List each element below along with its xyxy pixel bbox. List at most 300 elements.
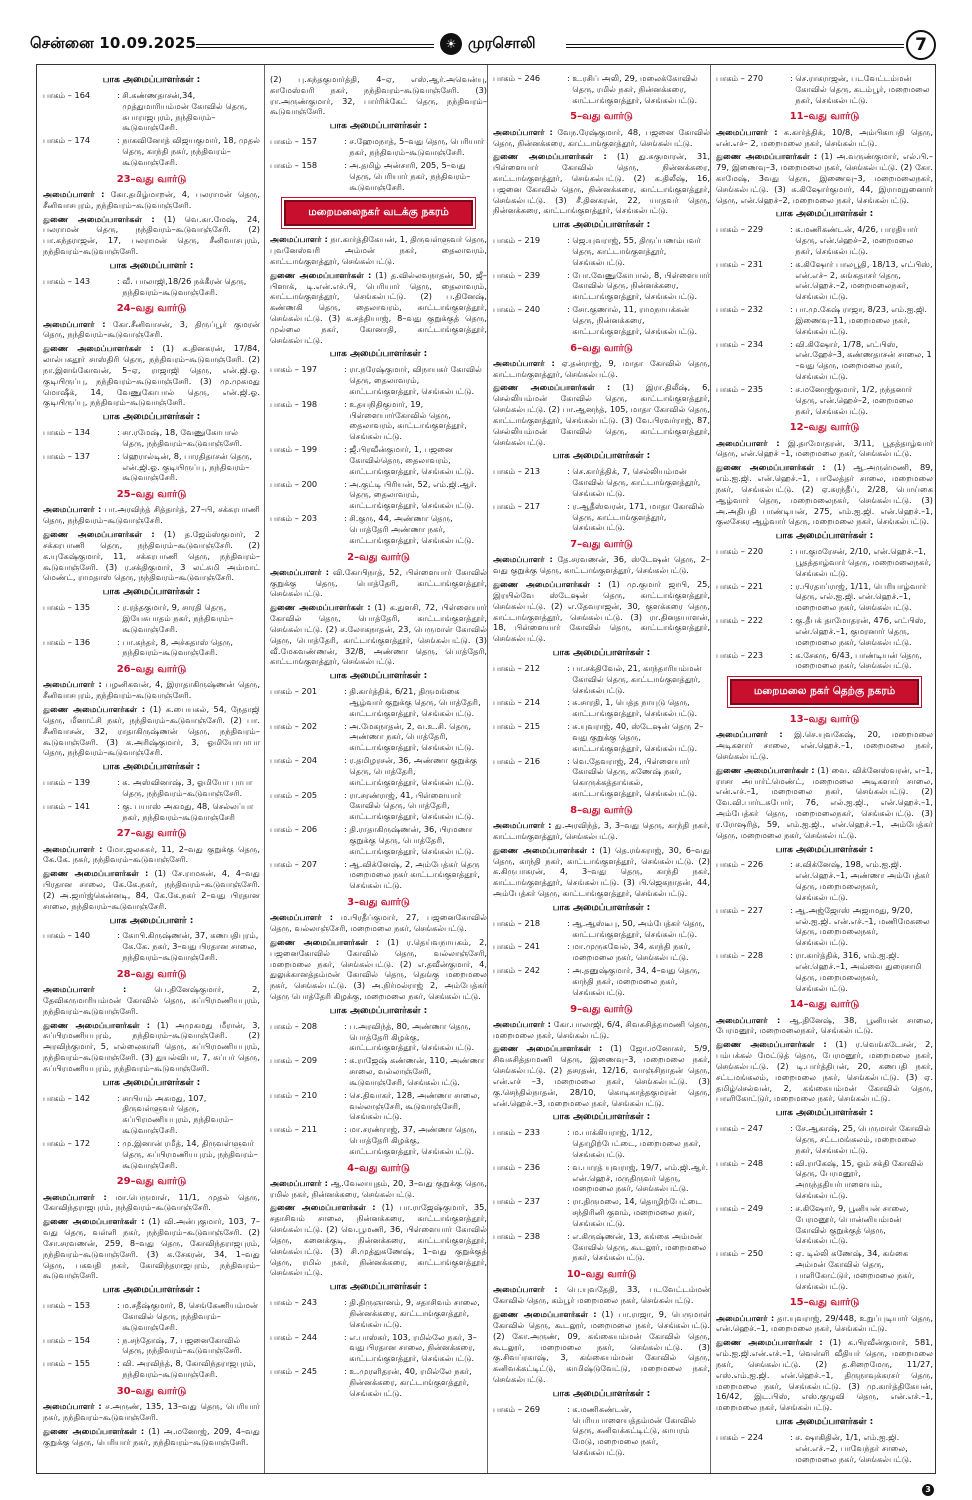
booth-person: ரா.திருமலை, 14, தொழிற்பேட்டை சந்திரினி குளம், மறைமலை நகர், செங்கல்பட்டு. (572, 1196, 703, 1228)
colon: : (567, 304, 573, 315)
role-label: துணை அமைப்பாளர்கள் : (493, 1043, 603, 1054)
booth-number: பாகம் – 217 (493, 500, 541, 511)
booth-number: பாகம் – 241 (493, 941, 541, 952)
booth-number: பாகம் – 232 (716, 304, 764, 315)
appointment-paragraph (270, 270, 487, 346)
ward-heading: 9–வது வார்டு (570, 1003, 633, 1015)
appointment-paragraph (493, 1019, 710, 1041)
colon: : (790, 73, 796, 83)
booth-entry (270, 136, 487, 158)
appointment-paragraph (43, 1192, 260, 1214)
booth-person: பா.குமரேசன், 2/10, என்.ஹெச்.–1, பூதத்தாழ்வார் தெரு, மறைமலைநகர், செங்கல்பட்டு. (795, 546, 932, 578)
booth-entry (493, 1127, 710, 1159)
booth-number: பாகம் – 226 (716, 859, 764, 870)
booth-person: ச.விக்னேஷ், 198, எம்.ஐ.ஜி. என்.ஹெச்.–1, அண்ணா அம்பேத்கர் தெரு, மறைமலைநகர், செங்கல்பட்டு. (795, 859, 930, 902)
booth-number: பாகம் – 200 (270, 478, 318, 489)
appointment-paragraph (493, 358, 710, 380)
appointment-paragraph (43, 984, 260, 1016)
booth-entry (270, 1332, 487, 1364)
booth-entry (43, 777, 260, 799)
colon: : (117, 1334, 123, 1345)
booth-person: ஜெ.யுவராஜ், 55, திருப்பணம்பவர் தெரு, காட்டாங்குளத்தூர், செங்கல்பட்டு. (572, 235, 701, 267)
booth-person: சு.சாரதி, 1, பெத்த நாயுடு தெரு, காட்டாங்குளத்தூர், செங்கல்பட்டு. (572, 697, 698, 719)
column-2 (270, 71, 487, 1467)
colon: : (117, 89, 123, 100)
booth-entry (270, 1366, 487, 1398)
section-heading: பாக அமைப்பாளர்கள் : (329, 1005, 428, 1016)
booth-entry (716, 1123, 933, 1155)
colon: : (790, 649, 796, 660)
booth-number: பாகம் – 212 (493, 662, 541, 673)
colon: : (567, 662, 573, 673)
column-divider (710, 65, 711, 1473)
appointment-paragraph (493, 820, 710, 842)
appointment-text: இ.செ.யுவகேஷ், 20, மறைமலை அடிகளார் சாலை, என்.ஹெச்.–1, மறைமலை நகர், செங்கல்பட்டு. (716, 729, 933, 761)
ward-heading: 13–வது வார்டு (789, 714, 860, 726)
appointment-text: கோ.தமிழ்மாறன், 4, பலராமன் தெரு, சீனிவாசபுரம், நந்திவரம்–கூடுவாஞ்சேரி. (43, 188, 260, 210)
booth-person: எ.கிருஷ்ணன், 13, கங்கை அம்மன் கோவில் தெரு, கூடலூர், மறைமலை நகர், செங்கல்பட்டு. (572, 1230, 707, 1263)
appointment-text: ஆ.தினேஷ், 38, பூனியன் சாலை, பேரமனூர், மறைமலைநகர், செங்கல்பட்டு. (716, 1014, 933, 1036)
booth-entry (493, 466, 710, 498)
booth-person: கோபி.கிருஷ்ணன், 37, கணபதிபுரம், கே.கே. நகர், 3–வது பிரதான சாலை, நந்திவரம்–கூடுவாஞ்சேரி. (122, 930, 259, 963)
section-heading: பாக அமைப்பாளர் : (109, 260, 194, 271)
booth-person: தி.ராதாகிருஷ்ணன், 36, பிரமணா குறுக்கு தெரு, பொத்தேரி, காட்டாங்குளத்தூர், செங்கல்பட்டு. (349, 824, 475, 856)
booth-entry (716, 1248, 933, 1291)
booth-person: பா.மு.கேஷ் ராஜா, 8/23, எம்.ஐ.ஜி. இணைவு–11, மறைமலை நகர், செங்கல்பட்டு. (795, 304, 927, 336)
booth-entry (716, 615, 933, 647)
colon: : (790, 224, 796, 235)
section-heading: பாக அமைப்பாளர்கள் : (552, 1112, 651, 1123)
colon: : (567, 965, 573, 976)
appointment-text: க.கார்த்திக், 10/8, அம்பிகாபதி தெரு, என்.எச்– 2, மறைமலை நகர், செங்கல்பட்டு. (716, 126, 933, 148)
role-label: அமைப்பாளர் : (716, 729, 783, 740)
role-label: துணை அமைப்பாளர்கள் : (43, 213, 155, 224)
booth-entry (270, 1297, 487, 1329)
booth-entry (716, 859, 933, 902)
booth-person: பா.கந்தர், 8, அச்சுதாஸ் தெரு, நந்திவரம்–கூடுவாஞ்சேரி. (122, 636, 233, 658)
appointment-text: (1) சே.ராமகன், 4, 4–வது பிரதான சாலை, கே.கே.நகர், நந்திவரம்–கூடுவாஞ்சேரி. (2) அ.ஜார்ஜ்கென்னடி, 84, கே.கே.நகர் 2–வது பிரதான சாலை, நந்திவரம்–கூடுவாஞ்சேரி. (43, 868, 260, 911)
role-label: துணை அமைப்பாளர்கள் : (270, 269, 372, 280)
colon: : (790, 904, 796, 915)
booth-entry (43, 602, 260, 634)
booth-entry (493, 941, 710, 963)
appointment-paragraph (716, 1313, 933, 1335)
booth-number: பாகம் – 207 (270, 858, 318, 869)
booth-entry (716, 950, 933, 993)
colon: : (344, 720, 350, 731)
appointment-text: கோ.பாலாஜி, 6/4, சிவசுசித்தாமணி தெரு, மறைமலை நகர், செங்கல்பட்டு. (493, 1018, 710, 1040)
appointment-text: (1) ர.வெங்கடேசன், 2, பம்பக்கல் மேட்டுத் தெரு, பேரமனூர், மறைமலை நகர், செங்கல்பட்டு. (2) டி.பார்த்திபன், 20, கணபதி நகர், சட்டமங்கலம், மறைமலை நகர், செங்கல்பட்டு. (3) ஏ. தமிழ்செல்வன், 2, கங்கையம்மன் கோவில் தெரு, பாளிகோட்டுர், மறைமலை நகர், செங்கல்பட்டு. (716, 1039, 933, 1104)
booth-person: ம.பாக்கியராஜ், 1/12, தொழிற்பேட்டை, மறைமலை நகர், செங்கல்பட்டு. (572, 1127, 701, 1159)
booth-entry (716, 224, 933, 256)
appointment-text: (1) த.வில்லவநாதன், 50, ஜீ–பிளாக், டி.என்.எச்.பி, பெரியார் தெரு, தைலாவரம், காட்டாங்குளத்தூர், செங்கல்பட்டு. (2) ப.தினேஷ், கண்ணகி தெரு, தைலாவரம், காட்டாங்குளத்தூர், செங்கல்பட்டு. (3) க.சத்தியாஜ், 8–வது குறுக்குத் தெரு, முல்லை நகர், கோனாதி, காட்டாங்குளத்தூர், செங்கல்பட்டு. (270, 269, 487, 345)
booth-person: ம.சதீஷ்குமார், 8, செங்கேணியம்மன் கோவில் தெரு, நந்திவரம்–கூடுவாஞ்சேரி. (122, 1300, 259, 1332)
appointment-text: ச.அருண், 135, 13–வது தெரு, பெரியார் நகர், நந்திவரம்–கூடுவாஞ்சேரி. (43, 1401, 260, 1422)
booth-entry (43, 427, 260, 449)
role-label: அமைப்பாளர் : (43, 984, 127, 995)
booth-entry (270, 1021, 487, 1053)
role-label: துணை அமைப்பாளர்கள் : (43, 868, 149, 879)
appointment-text: (1) க.தினகரன், 17/84, லால்பகதூர் சாஸ்திரி தெரு, நந்திவரம்–கூடுவாஞ்சேரி. (2) நா.இளங்கோவன், 5–ஏ, ராஜாஜி தெரு, என்.ஜி.ஓ. குடியிருப்பு, நந்திவரம்–கூடுவாஞ்சேரி. (3) மு.முகமது மொஷீக், 14, வேணுகோபால் தெரு, என்.ஜி.ஓ. குடியிருப்பு, நந்திவரம்–கூடுவாஞ்சேரி. (43, 343, 260, 408)
booth-person: க.சேகரு, 6/43, பாண்டியன் தெரு, மறைமலை நகர், செங்கல்பட்டு. (795, 649, 922, 671)
booth-number: பாகம் – 227 (716, 904, 764, 915)
booth-person: ஆ.விக்னேஷ், 2, அம்பேத்கர் தெரு மறைமலை நகர் காட்டாங்குளத்தூர், செங்கல்பட்டு. (349, 858, 480, 891)
booth-number: பாகம் – 153 (43, 1300, 91, 1311)
booth-person: க.ராஜேஷ் கண்ணன், 110, அண்ணா சாலை, வல்லாஞ்சேரி, கூடுவாஞ்சேரி, செங்கல்பட்டு. (349, 1055, 485, 1087)
booth-entry (270, 824, 487, 856)
booth-number: பாகம் – 199 (270, 444, 318, 455)
role-label: துணை அமைப்பாளர்கள் : (270, 936, 380, 947)
colon: : (567, 1127, 573, 1138)
role-label: அமைப்பாளர் : (716, 126, 778, 137)
appointment-text: (1) வை. விக்னேஸ்வரன், எ–1, ராசா அபார்ட்மெண்ட், மறைமலை அடிகளார் சாலை, என்.எச்.–1, மறைமலை நகர், செங்கல்பட்டு. (2) வே.வி.பார்டசுபோர், 76, எல்.ஐ.ஜி., என்.ஹெச்.–1, அம்பேத்கர் தெரு, மறைமலைநகர், செங்கல்பட்டு. (3) ர.ரோஷரித், 59, எம்.ஐ.ஜி., என்.ஹெச்.–1, அம்பேத்கர் தெரு, மறைமலை நகர், செங்கல்பட்டு. (716, 764, 933, 840)
booth-number: பாகம் – 242 (493, 965, 541, 976)
role-label: அமைப்பாளர் : (493, 820, 552, 831)
booth-person: வீ. பாலாஜி,18/26 நக்கீரன் தெரு, நந்திவரம்–கூடுவாஞ்சேரி. (122, 275, 247, 297)
section-heading: பாக அமைப்பாளர்கள் : (552, 220, 651, 231)
booth-number: பாகம் – 198 (270, 398, 318, 409)
column-1 (43, 71, 260, 1467)
booth-number: பாகம் – 155 (43, 1358, 91, 1369)
role-label: துணை அமைப்பாளர்கள் : (716, 1039, 827, 1050)
column-divider (487, 65, 488, 1473)
booth-entry (716, 650, 933, 672)
booth-person: ந.சந்தோஷ், 7, பஜனைகோவில் தெரு, நந்திவரம்–கூடுவாஞ்சேரி. (122, 1334, 243, 1356)
ward-heading: 26–வது வார்டு (116, 664, 187, 676)
booth-entry (43, 1093, 260, 1136)
booth-number: பாகம் – 247 (716, 1123, 764, 1134)
booth-number: பாகம் – 141 (43, 800, 91, 811)
appointment-text: ஏ.தன்ராஜ், 9, மாதா கோவில் தெரு, காட்டாங்குளத்தூர், செங்கல்பட்டு. (493, 357, 710, 379)
booth-number: பாகம் – 238 (493, 1230, 541, 1241)
colon: : (117, 777, 123, 788)
colon: : (344, 1124, 350, 1135)
booth-person: மா.முருகவேல், 34, காந்தி நகர், மறைமலை நகர், செங்கல்பட்டு. (572, 941, 691, 963)
booth-number: பாகம் – 221 (716, 580, 764, 591)
appointment-paragraph (270, 74, 487, 117)
ward-heading: 15–வது வார்டு (789, 1297, 860, 1309)
booth-person: ர.ஆதீஸ்வரன், 171, மாதா கோவில் தெரு, காட்டாங்குளத்தூர், செங்கல்பட்டு. (572, 500, 705, 533)
booth-number: பாகம் – 201 (270, 686, 318, 697)
ward-heading: 5–வது வார்டு (570, 111, 633, 123)
booth-number: பாகம் – 249 (716, 1202, 764, 1213)
colon: : (117, 1300, 123, 1311)
ward-heading: 27–வது வார்டு (116, 828, 187, 840)
appointment-text: வி.கோபிநாத், 52, பிள்ளையார் கோவில் குறுக்கு தெரு, பொத்தேரி, காட்டாங்குளத்தூர், செங்கல்பட்டு. (270, 566, 487, 599)
booth-number: பாகம் – 220 (716, 546, 764, 557)
booth-person: உதயநிதிகுமார், 19, பிள்ளையார்கோவில் தெரு, தைலாவரம், காட்டாங்குளத்தூர், செங்கல்பட்டு. (349, 398, 467, 442)
appointment-paragraph (716, 765, 933, 841)
colon: : (567, 73, 573, 83)
booth-person: போ.வேணுகோபால், 8, பிள்ளையார் கோவில் தெரு, நின்னக்கரை, காட்டாங்குளத்தூர், செங்கல்பட்டு. (572, 269, 710, 302)
colon: : (790, 1202, 796, 1213)
booth-person: ர.ரத்தகுமார், 9, சாரதி தெரு, இயேசுபாதம் நகர், நந்திவரம்–கூடுவாஞ்சேரி. (122, 602, 234, 634)
ward-heading: 3–வது வார்டு (347, 897, 410, 909)
booth-entry (43, 1358, 260, 1380)
column-3 (493, 71, 710, 1467)
ward-heading: 10–வது வார்டு (566, 1269, 637, 1281)
booth-number: பாகம் – 239 (493, 269, 541, 280)
role-label: அமைப்பாளர் : (43, 843, 103, 854)
section-heading: பாக அமைப்பாளர்கள் : (102, 762, 201, 773)
booth-person: மு.இனான் ரமீத், 14, திருவள்ளுவர் தெரு, சுப்பிரமணியபுரம், நந்திவரம்–கூடுவாஞ்சேரி. (122, 1137, 258, 1170)
booth-entry (493, 270, 710, 302)
colon: : (344, 513, 350, 524)
colon: : (117, 1137, 123, 1148)
booth-number: பாகம் – 203 (270, 513, 318, 524)
colon: : (117, 135, 123, 146)
booth-number: பாகம் – 245 (270, 1366, 318, 1377)
booth-person: சே.ஆகாஷ், 25, பெருமாள் கோவில் தெரு, சட்டமங்கலம், மறைமலை நகர், செங்கல்பட்டு. (795, 1123, 931, 1155)
appointment-paragraph (43, 679, 260, 701)
appointment-text: கோ.சீனிவாசன், 3, திருப்பூர் குமரன் தெரு, நந்திவரம்–கூடுவாஞ்சேரி. (43, 318, 260, 340)
role-label: அமைப்பாளர் : (493, 1018, 551, 1029)
booth-person: க. அஸ்வினாஷ், 3, ஓமியோ பாபா தெரு, நந்திவரம்–கூடுவாஞ்சேரி. (122, 777, 253, 798)
colon: : (790, 615, 796, 626)
booth-person: ஆ.அஜ்ஜோஸ் அஜாமது, 9/20, எல்.ஐ.ஜி. என்.எச்.–1, மணிமேகலை தெரு, மறைமலைநகர், செங்கல்பட்டு. (795, 904, 930, 948)
booth-entry (43, 90, 260, 133)
appointment-text: (1) மு.குமார் ஜாபி, 25, இரயில்வே ஸ்டேஷன் தெரு, காட்டாங்குளத்தூர், செங்கல்பட்டு. (2) எ.தேவராஜன், 30, குளக்கரை தெரு, காட்டாங்குளத்தூர், செங்கல்பட்டு. (3) ரா.தினதயாளன், 18, பிள்ளையார் கோவில் தெரு, காட்டாங்குளத்தூர், செங்கல்பட்டு. (493, 579, 710, 644)
section-heading: பாக அமைப்பாளர்கள் : (552, 1388, 651, 1399)
colon: : (344, 136, 350, 147)
section-heading: பாக அமைப்பாளர்கள் : (775, 531, 874, 542)
booth-number: பாகம் – 231 (716, 258, 764, 269)
booth-number: பாகம் – 197 (270, 364, 318, 375)
colon: : (567, 269, 573, 280)
booth-person: எ.பாஸ்கர், 103, ரமில்லே நகர், 3–வது பிரதான சாலை, நின்னக்கரை, காட்டாங்குளத்தூர், செங்கல்பட்டு. (349, 1331, 477, 1364)
role-label: துணை அமைப்பாளர்கள் : (43, 1425, 145, 1436)
booth-entry (43, 930, 260, 962)
appointment-text: (1) ஜோ.மனோகர், 5/9, சிவசுசித்தாமணி தெரு, இணைவு–3, மறைமலை நகர், செங்கல்பட்டு. (2) தசரதன், 12/16, வாஞ்சிநாதன் தெரு, என்.எச் –3, மறைமலை நகர், செங்கல்பட்டு. (3) கு.செந்தில்நாதன், 28/10, கொடிகாத்தகுமரன் தெரு, என்.ஹெச்.–3, மறைமலை நகர், செங்கல்பட்டு. (493, 1043, 710, 1108)
role-label: துணை அமைப்பாளர்கள் : (43, 529, 155, 540)
booth-person: ஜீ.பிரவீன்குமார், 1, பஜனை கோவில்தெரு, தைலாவரம், காட்டாங்குளத்தூர், செங்கல்பட்டு. (349, 444, 475, 476)
appointment-paragraph (493, 1309, 710, 1385)
role-label: துணை அமைப்பாளர்கள் : (43, 343, 154, 354)
colon: : (117, 1358, 123, 1369)
colon: : (117, 275, 123, 286)
appointment-paragraph (493, 382, 710, 447)
booth-person: தி.கார்த்திக், 6/21, திருமங்கை ஆழ்வார் குறுக்கு தெரு, பொத்தேரி, காட்டாங்குளத்தூர், செங்கல்பட்டு. (349, 686, 481, 718)
booth-entry (716, 1432, 933, 1464)
booth-number: பாகம் – 174 (43, 135, 91, 146)
appointment-text: (1) ஆ.அருள்மணி, 89, எம்.ஐ.ஜி. என்.ஹெச்.–1, பாலேத்தர் சாலை, மறைமலை நகர், செங்கல்பட்டு. (2) ஏ.சுரந்தீப், 2/28, பொய்கை ஆழ்வார் தெரு, மறைமலைநகர், செங்கல்பட்டு. (3) அ.அதிபதி பாண்டியன், 275, எம்.ஐ.ஜி. என்.ஹெச்.–1, குலசேகர ஆழ்வார் தெரு, மறைமலை நகர், செங்கல்பட்டு. (716, 462, 933, 527)
appointment-text: (1) அ.மனோஜ், 209, 4–வது குறுக்கு தெரு, பெரியார் நகர், நந்திவரம்–கூடுவாஞ்சேரி. (43, 1425, 260, 1447)
colon: : (567, 941, 573, 952)
colon: : (344, 398, 350, 409)
booth-person: ர.பிரதாப்ராஜ், 1/11, பெரியாழ்வார் தெரு, எல்.ஐ.ஜி. என்.ஹெச்.–1, மறைமலை நகர், செங்கல்பட்டு. (795, 580, 927, 613)
booth-person: உ.ரசிப் அலி, 29, மலைக்கோவில் தெரு, ரமில் நகர், நின்னக்கரை, காட்டாங்குளத்தூர், செங்கல்பட்டு. (572, 73, 698, 105)
section-heading: பாக அமைப்பாளர்கள் : (552, 451, 651, 462)
booth-number: பாகம் – 205 (270, 789, 318, 800)
booth-number: பாகம் – 136 (43, 636, 91, 647)
colon: : (567, 466, 573, 477)
role-label: அமைப்பாளர் : (270, 566, 330, 577)
colon: : (117, 636, 123, 647)
booth-number: பாகம் – 240 (493, 304, 541, 315)
role-label: அமைப்பாளர் : (43, 188, 105, 199)
booth-entry (270, 686, 487, 718)
booth-person: வெ.தேவராஜ், 24, பிள்ளையார் கோவில் தெரு, கணேஷ் நகர், கொருக்கத்தாங்கல், காட்டாங்குளத்தூர், செங்கல்பட்டு. (572, 755, 698, 799)
colon: : (790, 304, 796, 315)
colon: : (344, 686, 350, 697)
role-label: அமைப்பாளர் : (43, 318, 106, 329)
appointment-paragraph (43, 704, 260, 758)
section-heading: பாக அமைப்பாளர்கள் : (552, 902, 651, 913)
booth-number: பாகம் – 204 (270, 755, 318, 766)
appointment-paragraph (270, 234, 487, 266)
booth-number: பாகம் – 229 (716, 224, 764, 235)
booth-entry (493, 1162, 710, 1194)
appointment-text: (1) அமுகமது மீரான், 3, சுப்பிரமணியபுரம், நந்திவரம்–கூடுவாஞ்சேரி. (2) அரவிந்குமார், 5, எல்லைகாளி தெரு, சுப்பிரமணியபுரம், நந்திவரம்–கூடுவாஞ்சேரி. (3) துயல்விபா, 7, சுப்பர் தெரு, சுப்பிரமணியபுரம், நந்திவரம்–கூடுவாஞ்சேரி. (43, 1019, 260, 1073)
booth-person: ர.தமிழரசன், 36, அண்ணா குறுக்கு தெரு, பொத்தேரி, காட்டாங்குளத்தூர், செங்கல்பட்டு. (349, 755, 478, 787)
appointment-paragraph (493, 554, 710, 576)
colon: : (567, 1161, 573, 1172)
booth-entry (493, 663, 710, 695)
booth-entry (270, 364, 487, 396)
booth-entry (493, 756, 710, 799)
appointment-text: வேந.ரேஷ்குமார், 48, பஜனை கோவில் தெரு, நின்னக்கரை, காட்டாங்குளத்தூர், செங்கல்பட்டு. (493, 126, 710, 148)
colon: : (344, 755, 350, 766)
appointment-paragraph (493, 151, 710, 216)
appointment-paragraph (43, 1020, 260, 1074)
role-label: அமைப்பாளர் : (716, 1312, 775, 1323)
colon: : (790, 1157, 796, 1168)
ward-heading: 11–வது வார்டு (789, 111, 860, 123)
booth-entry (270, 721, 487, 753)
town-banner: மறைமலை நகர் தெற்கு நகரம் (730, 679, 919, 705)
colon: : (790, 338, 796, 349)
colon: : (567, 697, 573, 708)
role-label: அமைப்பாளர் : (43, 504, 102, 515)
appointment-paragraph (493, 127, 710, 149)
appointment-paragraph (716, 1337, 933, 1413)
appointment-text: பெ.தினேஷ்குமார், 2, தேவிகருமாரியம்மன் கோவில் தெரு, சுப்பிரமணியபுரம், நந்திவரம்–கூடுவாஞ்சேரி. (43, 984, 260, 1016)
appointment-paragraph (43, 504, 260, 526)
section-heading: பாக அமைப்பாளர்கள் : (329, 671, 428, 682)
appointment-paragraph (43, 844, 260, 866)
paper-name: முரசொலி (468, 34, 536, 52)
booth-person: சோ.குணால், 11, ராமநாயக்கன் தெரு, நின்னக்கரை, காட்டாங்குளத்தூர், செங்கல்பட்டு. (572, 304, 698, 336)
booth-number: பாகம் – 208 (270, 1020, 318, 1031)
booth-entry (270, 1124, 487, 1156)
booth-person: வி.ராகேஷ், 15, ஓம் சக்தி கோவில் தெரு, பேரமனூர், அருந்ததியர்பாளையம், செங்கல்பட்டு. (795, 1157, 924, 1201)
section-heading: பாக அமைப்பாளர்கள் : (102, 1285, 201, 1296)
booth-person: க.கிஷோர் பாலபூதி, 18/13, எட்பிஸ், என்.எச்– 2, சுங்கதாசர் தெரு, என்.ஹெச்.–2, மறைமலைநகர், செங்கல்பட்டு. (795, 258, 933, 302)
booth-person: சி.கண்ணதாசன்,34, முத்துமாரியம்மன் கோவில் தெரு, சுபாராஜபுரம், நந்திவரம்–கூடுவாஞ்சேரி. (122, 89, 248, 133)
role-label: துணை அமைப்பாளர்கள் : (270, 1202, 376, 1213)
role-label: துணை அமைப்பாளர்கள் : (493, 844, 595, 855)
role-label: அமைப்பாளர் : (270, 912, 333, 923)
colon: : (790, 1431, 796, 1442)
appointment-paragraph (716, 151, 933, 205)
booth-entry (43, 135, 260, 167)
colon: : (790, 546, 796, 557)
booth-person: ஏ. டில்லி கணேஷ், 34, கங்கை அம்மன் கோவில் தெரு, பாளிகோட்டுர், மறைமலை நகர், செங்கல்பட்டு. (795, 1248, 915, 1291)
colon: : (344, 858, 350, 869)
appointment-paragraph (43, 1401, 260, 1423)
booth-person: வி.கிஷோர், 1/78, எட்பிஸ், என்.ஹேச்–3, கண்ணதாசன் சாலை, 1 –வது தெரு, மறைமலை நகர், செங்கல்பட்டு. (795, 338, 932, 382)
appointment-paragraph (43, 189, 260, 211)
role-label: துணை அமைப்பாளர்கள் : (43, 1216, 145, 1227)
booth-number: பாகம் – 209 (270, 1055, 318, 1066)
booth-entry (270, 444, 487, 476)
appointment-paragraph (493, 845, 710, 899)
appointment-paragraph (270, 567, 487, 599)
role-label: அமைப்பாளர் : (493, 357, 555, 368)
colon: : (790, 1248, 796, 1259)
booth-entry (716, 1203, 933, 1246)
appointment-text: ஆ.வேலாயுதம், 20, 3–வது குறுக்கு தெரு, ரமில் நகர், நின்னக்கரை, செங்கல்பட்டு. (270, 1177, 487, 1199)
booth-person: ரா.நரேஷ்குமார், விநாயகர் கோவில் தெரு, தைலாவரம், காட்டாங்குளத்தூர், செங்கல்பட்டு. (349, 364, 482, 396)
ward-heading: 2–வது வார்டு (347, 551, 410, 563)
booth-number: பாகம் – 228 (716, 950, 764, 961)
ward-heading: 28–வது வார்டு (116, 968, 187, 980)
appointment-text: (1) இரா.திலீஷ், 6, செல்லியம்மன் கோவில் தெரு, காட்டாங்குளத்தூர், செங்கல்பட்டு. (2) பா.ஆனந்த், 105, மாதா கோவில் தெரு, காட்டாங்குளத்தூர், செங்கல்பட்டு. (3) வே.பிரவர்ராஜ், 87, செல்லியம்மன் கோவில் தெரு, காட்டாங்குளத்தூர், செங்கல்பட்டு. (493, 382, 710, 447)
booth-entry (716, 581, 933, 613)
booth-entry (43, 1300, 260, 1332)
appointment-text: (1) த.ஜேம்ஸ்குமார், 2 சக்கரபாணி தெரு, நந்திவரம்–கூடுவாஞ்சேரி. (2) க.யுகேஷ்குமார், 11, சக்கரபாணி தெரு, நந்திவரம்–கூடுவாஞ்சேரி. (3) ர.சக்திகுமார், 3 லட்சுமி அம்மாட் மெண்ட், ராமதாஸ் தெரு, நந்திவரம்–கூடுவாஞ்சேரி. (43, 529, 260, 583)
booth-person: வி. அரவிந்த், 8, கோவிந்தராஜபுரம், நந்திவரம்–கூடுவாஞ்சேரி. (122, 1358, 256, 1380)
booth-person: செ.கார்த்திக், 7, செல்லியம்மன் கோவில் தெரு, காட்டாங்குளத்தூர், செங்கல்பட்டு. (572, 466, 701, 498)
appointment-paragraph (716, 462, 933, 527)
booth-person: உ.முரளிதரன், 40, ரமில்லே நகர், நின்னக்கரை, காட்டாங்குளத்தூர், செங்கல்பட்டு. (349, 1366, 472, 1398)
booth-entry (43, 801, 260, 823)
colon: : (117, 930, 123, 941)
colon: : (344, 1366, 350, 1377)
booth-entry (270, 479, 487, 511)
colon: : (790, 580, 796, 591)
booth-entry (493, 1196, 710, 1228)
booth-entry (493, 235, 710, 267)
section-heading: பாக அமைப்பாளர்கள் : (329, 349, 428, 360)
booth-person: சா.ரமேஷ், 18, வேணுகோபால் தெரு, நந்திவரம்–கூடுவாஞ்சேரி. (122, 427, 243, 448)
role-label: துணை அமைப்பாளர்கள் : (716, 462, 826, 473)
booth-number: பாகம் – 233 (493, 1127, 541, 1138)
colon: : (344, 444, 350, 455)
booth-number: பாகம் – 269 (493, 1403, 541, 1414)
booth-person: ரா.கார்த்திக், 316, எம்.ஐ.ஜி. என்.ஹெச்.–1, அவ்வை துரைசாமி தெரு, மறைமலைநகர், செங்கல்பட்டு. (795, 950, 922, 993)
booth-entry (493, 304, 710, 336)
role-label: துணை அமைப்பாளர்கள் : (716, 764, 815, 775)
colon: : (117, 602, 123, 613)
booth-number: பாகம் – 234 (716, 338, 764, 349)
booth-entry (493, 1231, 710, 1263)
booth-person: மா.சரண்ராஜ், 37, அண்ணா தெரு, பொத்தேரி கிழக்கு, காட்டாங்குளத்தூர், செங்கல்பட்டு. (349, 1124, 477, 1156)
appointment-text: இ.தாமோதரன், 3/11, பூதத்தாழ்வார் தெரு, என்.ஹெச் –1, மறைமலை நகர், செங்கல்பட்டு. (716, 437, 933, 459)
booth-number: பாகம் – 202 (270, 720, 318, 731)
booth-person: தி.திருஞானம், 9, சதாசிவம் சாலை, நின்னக்கரை, காட்டாங்குளத்தூர், செங்கல்பட்டு. (349, 1297, 480, 1329)
booth-person: சாபியம் அகமது, 107, திருவள்ளுவர் தெரு, சுப்பிரமணியபுரம், நந்திவரம்–கூடுவாஞ்சேரி. (122, 1092, 234, 1136)
booth-number: பாகம் – 250 (716, 1248, 764, 1259)
booth-person: ரா.சரண்ராஜ், 41, பிள்ளையார் கோவில் தெரு, பொத்தேரி, காட்டாங்குளத்தூர், செங்கல்பட்டு. (349, 789, 475, 822)
section-heading: பாக அமைப்பாளர்கள் : (102, 1077, 201, 1088)
appointment-paragraph (716, 729, 933, 761)
booth-person: சி.குரு, 44, அண்ணா தெரு, பொத்தேரி அண்ணா நகர், காட்டாங்குளத்தூர், செங்கல்பட்டு. (349, 513, 475, 545)
appointment-paragraph (43, 1216, 260, 1281)
appointment-text: தே.சரவணன், 36, ஸ்டேஷன் தெரு, 2–வது குறுக்கு தெரு, காட்டாங்குளத்தூர், செங்கல்பட்டு. (493, 554, 710, 576)
role-label: துணை அமைப்பாளர்கள் : (493, 382, 611, 393)
booth-number: பாகம் – 134 (43, 427, 91, 438)
booth-number: பாகம் – 237 (493, 1196, 541, 1207)
booth-number: பாகம் – 206 (270, 824, 318, 835)
appointment-paragraph (43, 1426, 260, 1448)
section-heading: பாக அமைப்பாளர்கள் : (102, 587, 201, 598)
booth-entry (493, 721, 710, 753)
colon: : (567, 1230, 573, 1241)
booth-number: பாகம் – 223 (716, 649, 764, 660)
colon: : (344, 1331, 350, 1342)
booth-person: ச.கிஷோர், 9, பூனியன் சாலை, பேரமனூர், பொன்னியம்மன் கோவில் குறுக்குத் தெரு, செங்கல்பட்டு. (795, 1202, 909, 1246)
